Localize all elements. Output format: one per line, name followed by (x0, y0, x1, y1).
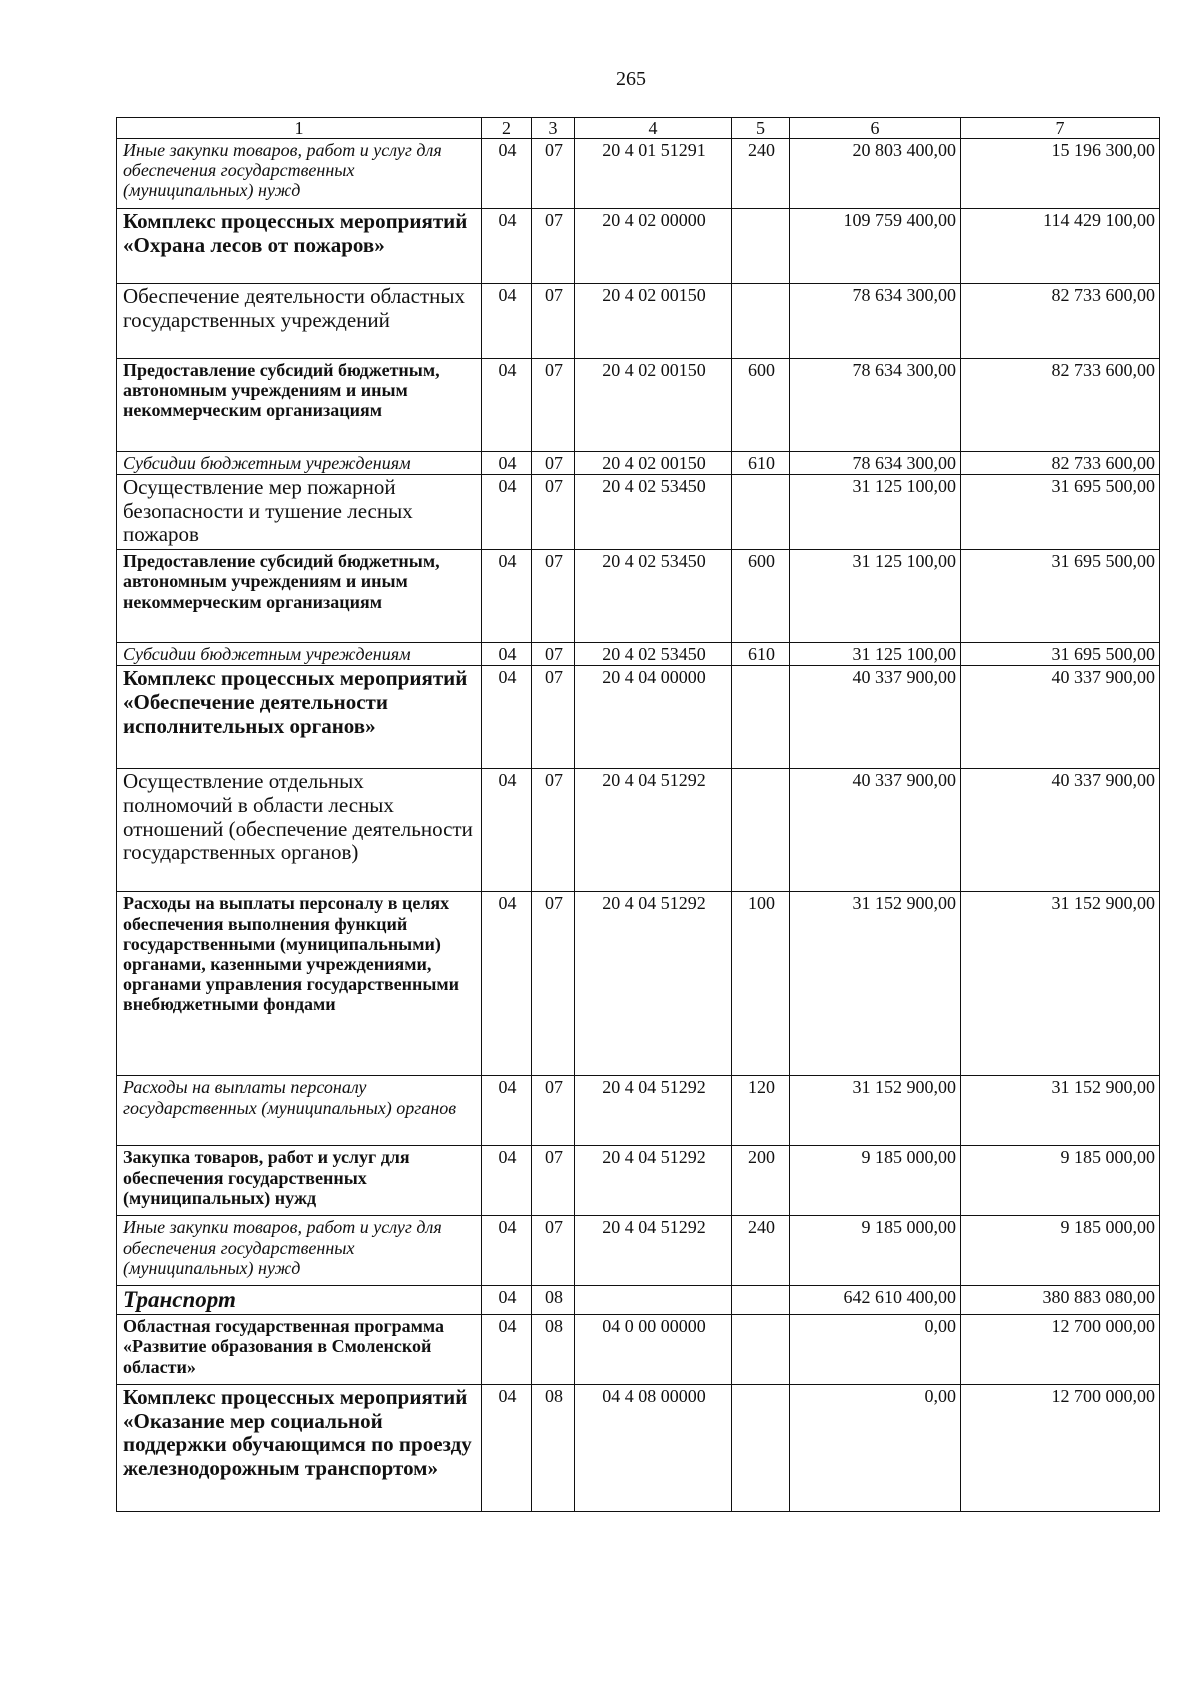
expense-type-cell: 120 (732, 1076, 790, 1146)
amount-year-1-cell: 31 125 100,00 (790, 550, 961, 643)
section-code-cell: 04 (482, 769, 532, 892)
section-code-cell: 04 (482, 1146, 532, 1216)
section-code-cell: 04 (482, 666, 532, 769)
expense-type-cell: 200 (732, 1146, 790, 1216)
section-code-cell: 04 (482, 1286, 532, 1315)
amount-year-1-cell: 31 125 100,00 (790, 643, 961, 666)
amount-year-2-cell: 15 196 300,00 (961, 139, 1160, 209)
column-header: 4 (575, 118, 732, 139)
subsection-code-cell: 07 (532, 1216, 575, 1286)
row-name-cell: Осуществление мер пожарной безопасности и тушение лесных пожаров (117, 475, 482, 550)
target-article-cell: 20 4 02 53450 (575, 643, 732, 666)
expense-type-cell: 610 (732, 643, 790, 666)
expense-type-cell (732, 666, 790, 769)
amount-year-1-cell: 31 152 900,00 (790, 1076, 961, 1146)
subsection-code-cell: 08 (532, 1286, 575, 1315)
amount-year-1-cell: 78 634 300,00 (790, 359, 961, 452)
row-name-cell: Закупка товаров, работ и услуг для обеспечения государственных (муниципальных) нужд (117, 1146, 482, 1216)
expense-type-cell: 600 (732, 550, 790, 643)
table-row (117, 359, 1160, 452)
subsection-code-cell: 07 (532, 452, 575, 475)
table-row (117, 643, 1160, 666)
row-name-cell: Осуществление отдельных полномочий в области лесных отношений (обеспечение деятельности государственных органов) (117, 769, 482, 892)
table-row (117, 139, 1160, 209)
amount-year-1-cell: 78 634 300,00 (790, 452, 961, 475)
subsection-code-cell: 07 (532, 892, 575, 1076)
row-name-cell: Предоставление субсидий бюджетным, автономным учреждениям и иным некоммерческим организациям (117, 550, 482, 643)
column-header: 1 (117, 118, 482, 139)
expense-type-cell (732, 475, 790, 550)
section-code-cell: 04 (482, 139, 532, 209)
row-name-cell: Иные закупки товаров, работ и услуг для обеспечения государственных (муниципальных) нужд (117, 1216, 482, 1286)
amount-year-2-cell: 31 695 500,00 (961, 550, 1160, 643)
table-row (117, 1315, 1160, 1385)
subsection-code-cell: 07 (532, 359, 575, 452)
amount-year-1-cell: 0,00 (790, 1385, 961, 1512)
subsection-code-cell: 08 (532, 1315, 575, 1385)
row-name-cell: Предоставление субсидий бюджетным, автономным учреждениям и иным некоммерческим организациям (117, 359, 482, 452)
table-row (117, 1146, 1160, 1216)
table-row (117, 1076, 1160, 1146)
row-name-cell: Субсидии бюджетным учреждениям (117, 643, 482, 666)
expense-type-cell (732, 769, 790, 892)
amount-year-1-cell: 109 759 400,00 (790, 209, 961, 284)
amount-year-2-cell: 40 337 900,00 (961, 666, 1160, 769)
row-name-cell: Областная государственная программа «Развитие образования в Смоленской области» (117, 1315, 482, 1385)
target-article-cell: 20 4 04 51292 (575, 769, 732, 892)
section-code-cell: 04 (482, 452, 532, 475)
expense-type-cell: 240 (732, 1216, 790, 1286)
amount-year-2-cell: 40 337 900,00 (961, 769, 1160, 892)
amount-year-1-cell: 31 125 100,00 (790, 475, 961, 550)
expense-type-cell: 240 (732, 139, 790, 209)
table-row (117, 892, 1160, 1076)
amount-year-2-cell: 82 733 600,00 (961, 452, 1160, 475)
target-article-cell: 20 4 04 51292 (575, 1146, 732, 1216)
row-name-cell: Иные закупки товаров, работ и услуг для обеспечения государственных (муниципальных) нужд (117, 139, 482, 209)
section-code-cell: 04 (482, 209, 532, 284)
amount-year-1-cell: 0,00 (790, 1315, 961, 1385)
amount-year-2-cell: 380 883 080,00 (961, 1286, 1160, 1315)
table-row (117, 209, 1160, 284)
row-name-cell: Комплекс процессных мероприятий «Охрана лесов от пожаров» (117, 209, 482, 284)
expense-type-cell: 100 (732, 892, 790, 1076)
target-article-cell: 20 4 01 51291 (575, 139, 732, 209)
section-code-cell: 04 (482, 892, 532, 1076)
page-number: 265 (616, 68, 646, 90)
target-article-cell: 20 4 02 00000 (575, 209, 732, 284)
section-code-cell: 04 (482, 1385, 532, 1512)
target-article-cell (575, 1286, 732, 1315)
table-header-row (117, 118, 1160, 139)
table-row (117, 1286, 1160, 1315)
table-row (117, 452, 1160, 475)
table-row (117, 475, 1160, 550)
subsection-code-cell: 07 (532, 1146, 575, 1216)
amount-year-2-cell: 82 733 600,00 (961, 359, 1160, 452)
table-row (117, 1385, 1160, 1512)
row-name-cell: Комплекс процессных мероприятий «Оказание мер социальной поддержки обучающимся по проезду железнодорожным транспортом» (117, 1385, 482, 1512)
subsection-code-cell: 07 (532, 550, 575, 643)
amount-year-2-cell: 9 185 000,00 (961, 1216, 1160, 1286)
amount-year-2-cell: 114 429 100,00 (961, 209, 1160, 284)
section-code-cell: 04 (482, 550, 532, 643)
expense-type-cell (732, 1385, 790, 1512)
amount-year-1-cell: 9 185 000,00 (790, 1146, 961, 1216)
target-article-cell: 04 4 08 00000 (575, 1385, 732, 1512)
amount-year-1-cell: 40 337 900,00 (790, 666, 961, 769)
amount-year-1-cell: 642 610 400,00 (790, 1286, 961, 1315)
amount-year-2-cell: 31 695 500,00 (961, 475, 1160, 550)
expense-type-cell: 610 (732, 452, 790, 475)
amount-year-1-cell: 31 152 900,00 (790, 892, 961, 1076)
column-header: 2 (482, 118, 532, 139)
amount-year-2-cell: 82 733 600,00 (961, 284, 1160, 359)
section-code-cell: 04 (482, 284, 532, 359)
amount-year-1-cell: 40 337 900,00 (790, 769, 961, 892)
amount-year-2-cell: 9 185 000,00 (961, 1146, 1160, 1216)
target-article-cell: 20 4 02 53450 (575, 475, 732, 550)
target-article-cell: 20 4 02 53450 (575, 550, 732, 643)
table-row (117, 284, 1160, 359)
table-row (117, 666, 1160, 769)
target-article-cell: 20 4 02 00150 (575, 452, 732, 475)
amount-year-2-cell: 12 700 000,00 (961, 1385, 1160, 1512)
subsection-code-cell: 07 (532, 769, 575, 892)
subsection-code-cell: 07 (532, 643, 575, 666)
column-header: 7 (961, 118, 1160, 139)
section-code-cell: 04 (482, 1076, 532, 1146)
subsection-code-cell: 07 (532, 209, 575, 284)
table-row (117, 550, 1160, 643)
subsection-code-cell: 07 (532, 475, 575, 550)
amount-year-2-cell: 31 152 900,00 (961, 892, 1160, 1076)
table-row (117, 1216, 1160, 1286)
target-article-cell: 20 4 04 51292 (575, 1076, 732, 1146)
amount-year-1-cell: 9 185 000,00 (790, 1216, 961, 1286)
amount-year-2-cell: 31 695 500,00 (961, 643, 1160, 666)
subsection-code-cell: 08 (532, 1385, 575, 1512)
target-article-cell: 20 4 02 00150 (575, 359, 732, 452)
row-name-cell: Субсидии бюджетным учреждениям (117, 452, 482, 475)
section-code-cell: 04 (482, 1216, 532, 1286)
target-article-cell: 20 4 02 00150 (575, 284, 732, 359)
column-header: 6 (790, 118, 961, 139)
expense-type-cell (732, 1315, 790, 1385)
subsection-code-cell: 07 (532, 666, 575, 769)
expense-type-cell: 600 (732, 359, 790, 452)
expense-type-cell (732, 209, 790, 284)
section-code-cell: 04 (482, 1315, 532, 1385)
target-article-cell: 04 0 00 00000 (575, 1315, 732, 1385)
row-name-cell: Транспорт (117, 1286, 482, 1315)
amount-year-1-cell: 78 634 300,00 (790, 284, 961, 359)
column-header: 5 (732, 118, 790, 139)
target-article-cell: 20 4 04 51292 (575, 1216, 732, 1286)
expense-type-cell (732, 284, 790, 359)
section-code-cell: 04 (482, 475, 532, 550)
subsection-code-cell: 07 (532, 284, 575, 359)
budget-table (116, 117, 1160, 1512)
amount-year-2-cell: 12 700 000,00 (961, 1315, 1160, 1385)
table-row (117, 769, 1160, 892)
target-article-cell: 20 4 04 00000 (575, 666, 732, 769)
section-code-cell: 04 (482, 359, 532, 452)
column-header: 3 (532, 118, 575, 139)
expense-type-cell (732, 1286, 790, 1315)
row-name-cell: Расходы на выплаты персоналу в целях обеспечения выполнения функций государственными (муниципальными) органами, казенными учреждениями, органами управления государственными внебюджетными фондами (117, 892, 482, 1076)
amount-year-1-cell: 20 803 400,00 (790, 139, 961, 209)
amount-year-2-cell: 31 152 900,00 (961, 1076, 1160, 1146)
section-code-cell: 04 (482, 643, 532, 666)
row-name-cell: Обеспечение деятельности областных государственных учреждений (117, 284, 482, 359)
row-name-cell: Расходы на выплаты персоналу государственных (муниципальных) органов (117, 1076, 482, 1146)
subsection-code-cell: 07 (532, 1076, 575, 1146)
subsection-code-cell: 07 (532, 139, 575, 209)
row-name-cell: Комплекс процессных мероприятий «Обеспечение деятельности исполнительных органов» (117, 666, 482, 769)
target-article-cell: 20 4 04 51292 (575, 892, 732, 1076)
